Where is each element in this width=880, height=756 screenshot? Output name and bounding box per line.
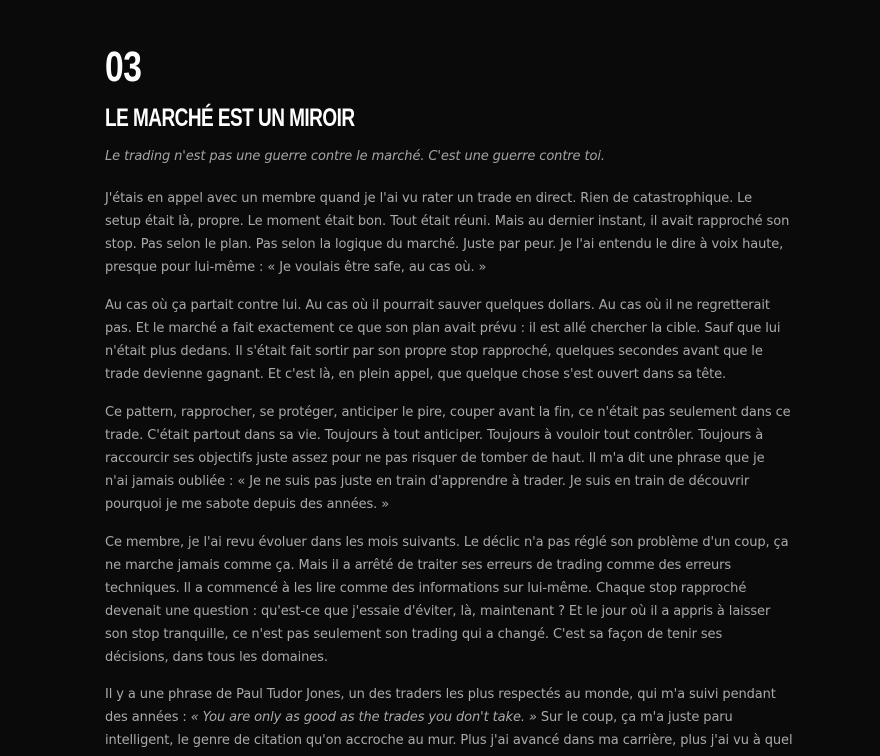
paragraph-line: setup était là, propre. Le moment était bon. Tout était réuni. Mais au dernier instant, il avait rapproché son	[105, 214, 790, 229]
chapter-number: 03	[105, 43, 142, 91]
paragraph-line: n'ai jamais oubliée : « Je ne suis pas juste en train d'apprendre à trader. Je suis en train de découvrir	[105, 474, 750, 489]
chapter-lead: Le trading n'est pas une guerre contre le marché. C'est une guerre contre toi.	[105, 149, 605, 164]
paragraph-line: devenait une question : qu'est-ce que j'essaie d'éviter, là, maintenant ? Et le jour où il a appris à laisser	[105, 604, 771, 619]
paragraph-text: des années :	[105, 710, 191, 725]
paragraph-line: raccourcir ses objectifs juste assez pour ne pas risquer de tomber de haut. Il m'a dit une phrase que je	[105, 451, 765, 466]
paragraph-line: stop. Pas selon le plan. Pas selon la logique du marché. Juste par peur. Je l'ai entendu le dire à voix haute,	[105, 237, 784, 252]
paragraph-line: J'étais en appel avec un membre quand je l'ai vu rater un trade en direct. Rien de catastrophique. Le	[105, 191, 752, 206]
paragraph	[105, 683, 793, 752]
paragraph-text: Sur le coup, ça m'a juste paru	[536, 710, 733, 725]
paragraph-line: pas. Et le marché a fait exactement ce que son plan avait prévu : il est allé chercher la cible. Sauf que lui	[105, 321, 781, 336]
paragraph	[105, 401, 791, 516]
chapter-title: LE MARCHÉ EST UN MIROIR	[105, 104, 355, 132]
paragraph-line: techniques. Il a commencé à les lire comme des informations sur lui-même. Chaque stop rapproché	[105, 581, 747, 596]
paragraph-line: Ce pattern, rapprocher, se protéger, anticiper le pire, couper avant la fin, ce n'était pas seulement dans ce	[105, 405, 791, 420]
paragraph	[105, 294, 785, 386]
paragraph-line: trade. C'était partout dans sa vie. Toujours à tout anticiper. Toujours à vouloir tout contrôler. Toujours à	[105, 428, 764, 443]
paragraph-line: trade devienne gagnant. Et c'est là, en plein appel, que quelque chose s'est ouvert dans sa tête.	[105, 367, 727, 382]
paragraph-line: n'était plus dedans. Il s'était fait sortir par son propre stop rapproché, quelques secondes avant que le	[105, 344, 763, 359]
paragraph-line: presque pour lui-même : « Je voulais être safe, au cas où. »	[105, 260, 487, 275]
paragraph-line: pourquoi je me sabote depuis des années. »	[105, 497, 390, 512]
paragraph	[105, 531, 789, 669]
paragraph-line	[105, 706, 785, 729]
inline-quote: « You are only as good as the trades you don't take. »	[190, 710, 537, 725]
paragraph-line: Au cas où ça partait contre lui. Au cas où il pourrait sauver quelques dollars. Au cas où il ne regretterait	[105, 298, 770, 313]
paragraph-line: son stop tranquille, ce n'est pas seulement son trading qui a changé. C'est sa façon de tenir ses	[105, 627, 723, 642]
paragraph-line: ne marche jamais comme ça. Mais il a arrêté de traiter ses erreurs de trading comme des erreurs	[105, 558, 732, 573]
paragraph	[105, 187, 790, 279]
paragraph-line: intelligent, le genre de citation qu'on accroche au mur. Plus j'ai avancé dans ma carrière, plus j'ai vu à quel	[105, 733, 793, 748]
paragraph-line: décisions, dans tous les domaines.	[105, 650, 328, 665]
paragraph-line: Il y a une phrase de Paul Tudor Jones, un des traders les plus respectés au monde, qui m'a suivi pendant	[105, 687, 776, 702]
paragraph-line: Ce membre, je l'ai revu évoluer dans les mois suivants. Le déclic n'a pas réglé son problème d'un coup, ça	[105, 535, 789, 550]
